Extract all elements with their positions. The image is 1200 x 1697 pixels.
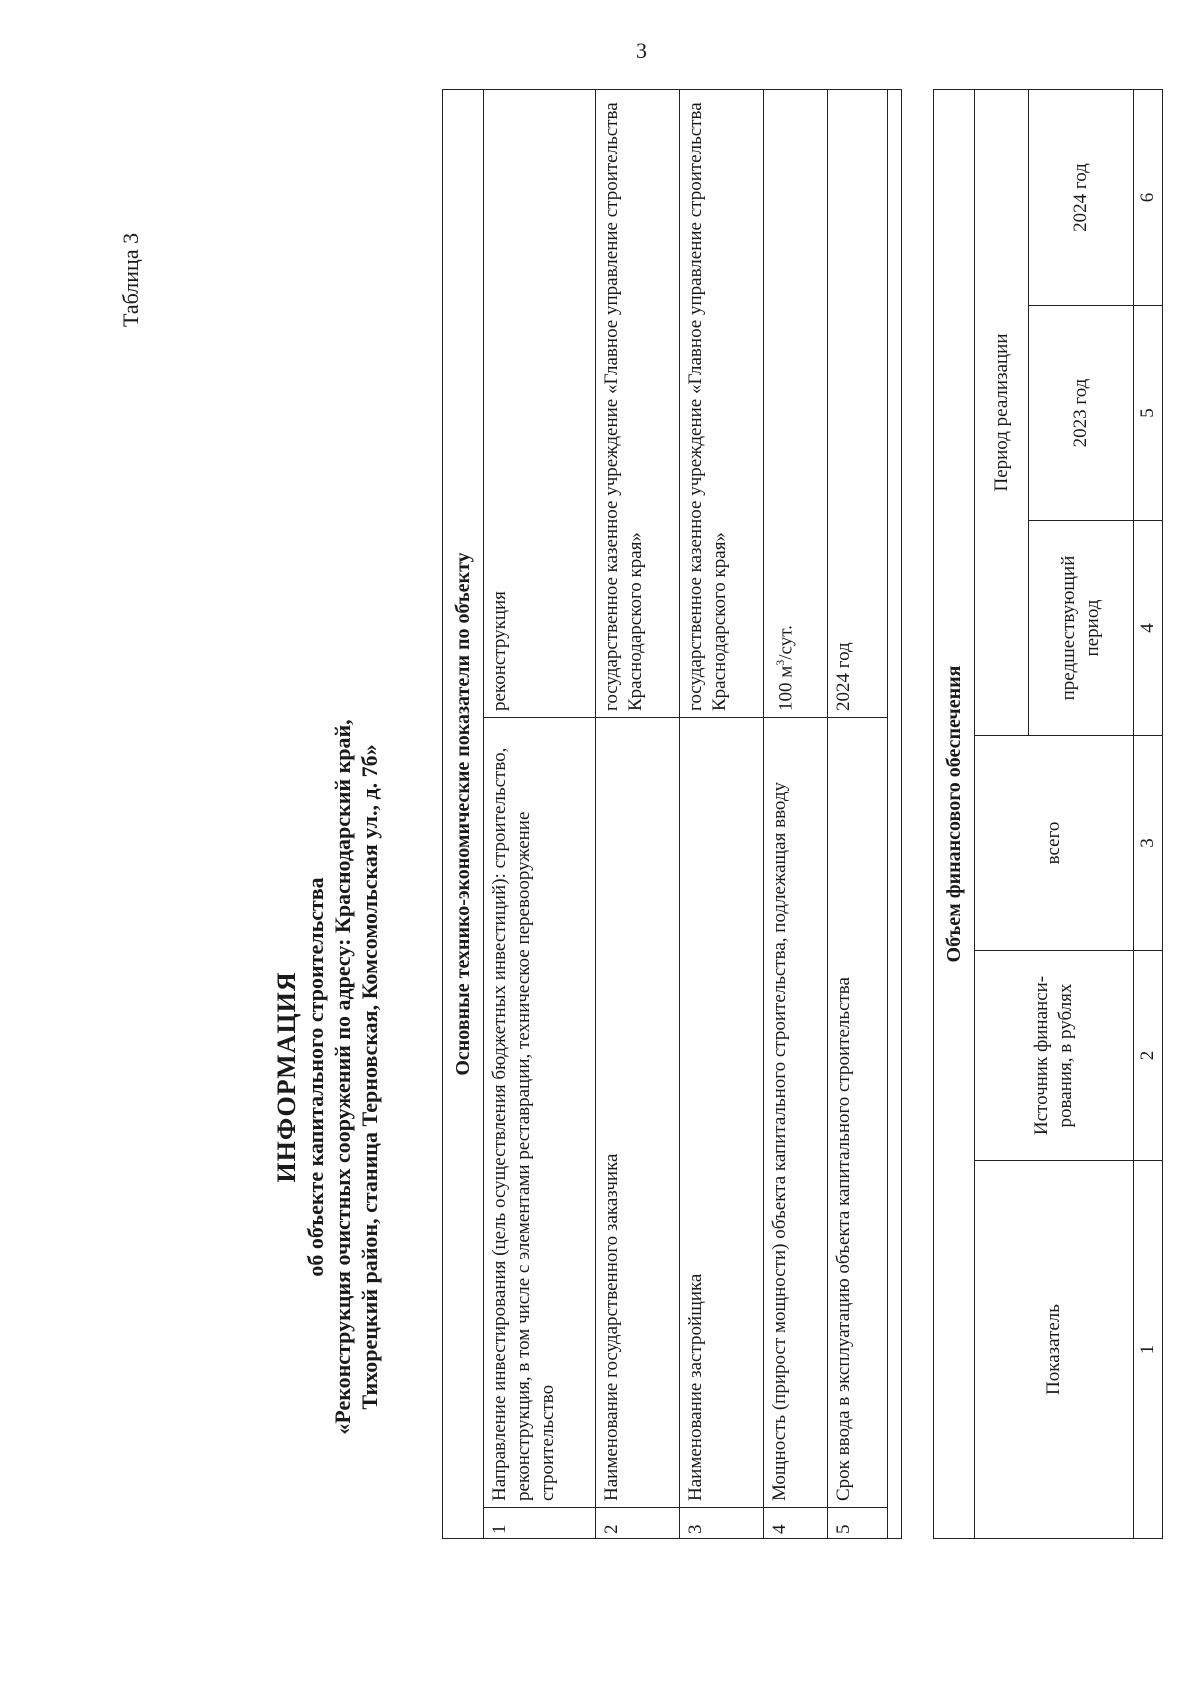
row-value: государственное казенное учреждение «Главное управление строительства Краснодарского края» (680, 90, 764, 718)
document-heading (272, 457, 383, 1697)
row-number: 5 (828, 1508, 888, 1539)
capacity-value: 100 м (775, 665, 797, 711)
header-2023: 2023 год (1029, 306, 1134, 521)
header-2024: 2024 год (1029, 90, 1134, 306)
column-number: 1 (1134, 1161, 1163, 1539)
row-label: Срок ввода в эксплуатацию объекта капитального строительства (828, 718, 888, 1508)
table-row (828, 90, 888, 1539)
header-source: Источник финанси-рования, в рублях (975, 951, 1134, 1161)
header-period: Период реализации (975, 90, 1029, 736)
page-number: 3 (636, 38, 647, 63)
row-label: Направление инвестирования (цель осуществления бюджетных инвестиций): строительство, реконструкция, в том числе с элементами реставрации, техническое перевооружение строительство (484, 718, 596, 1508)
table-label: Таблица 3 (118, 232, 143, 327)
row-label: Наименование государственного заказчика (596, 718, 680, 1508)
row-number: 2 (596, 1508, 680, 1539)
table-row (680, 90, 764, 1539)
row-number: 1 (484, 1508, 596, 1539)
column-number: 6 (1134, 90, 1163, 306)
header-previous-period: предшествующий период (1029, 521, 1134, 736)
column-number: 2 (1134, 951, 1163, 1161)
section1-title: Основные технико-экономические показатели по объекту (443, 90, 484, 1539)
row-label: Мощность (прирост мощности) объекта капитального строительства, подлежащая вводу (764, 718, 828, 1508)
document-title: ИНФОРМАЦИЯ (272, 971, 301, 1183)
indicators-table (442, 89, 902, 1539)
object-name-line-1: «Реконструкция очистных сооружений по адресу: Краснодарский край, (330, 719, 355, 1435)
column-number: 3 (1134, 736, 1163, 951)
document-subtitle: об объекте капитального строительства (303, 877, 328, 1277)
row-number: 4 (764, 1508, 828, 1539)
row-value: 2024 год (828, 90, 888, 718)
column-number-row (1134, 90, 1163, 1539)
section-header-row (443, 90, 484, 1539)
header-total: всего (975, 736, 1134, 951)
section-header-row (934, 90, 975, 1539)
header-indicator: Показатель (975, 1161, 1134, 1539)
column-number: 5 (1134, 306, 1163, 521)
row-value: реконструкция (484, 90, 596, 718)
table-row (484, 90, 596, 1539)
table-row (764, 90, 828, 1539)
table-row (596, 90, 680, 1539)
header-row (975, 90, 1029, 1539)
capacity-unit: /сут. (775, 625, 797, 660)
financing-table (933, 89, 1163, 1539)
spacer-row (888, 90, 902, 1539)
row-label: Наименование застройщика (680, 718, 764, 1508)
section2-title: Объем финансового обеспечения (934, 90, 975, 1539)
column-number: 4 (1134, 521, 1163, 736)
row-value (764, 90, 828, 718)
row-number: 3 (680, 1508, 764, 1539)
row-value: государственное казенное учреждение «Главное управление строительства Краснодарского края» (596, 90, 680, 718)
capacity-exponent: 3 (773, 659, 787, 666)
object-name-line-2: Тихорецкий район, станица Терновская, Комсомольская ул., д. 7б» (357, 744, 382, 1410)
